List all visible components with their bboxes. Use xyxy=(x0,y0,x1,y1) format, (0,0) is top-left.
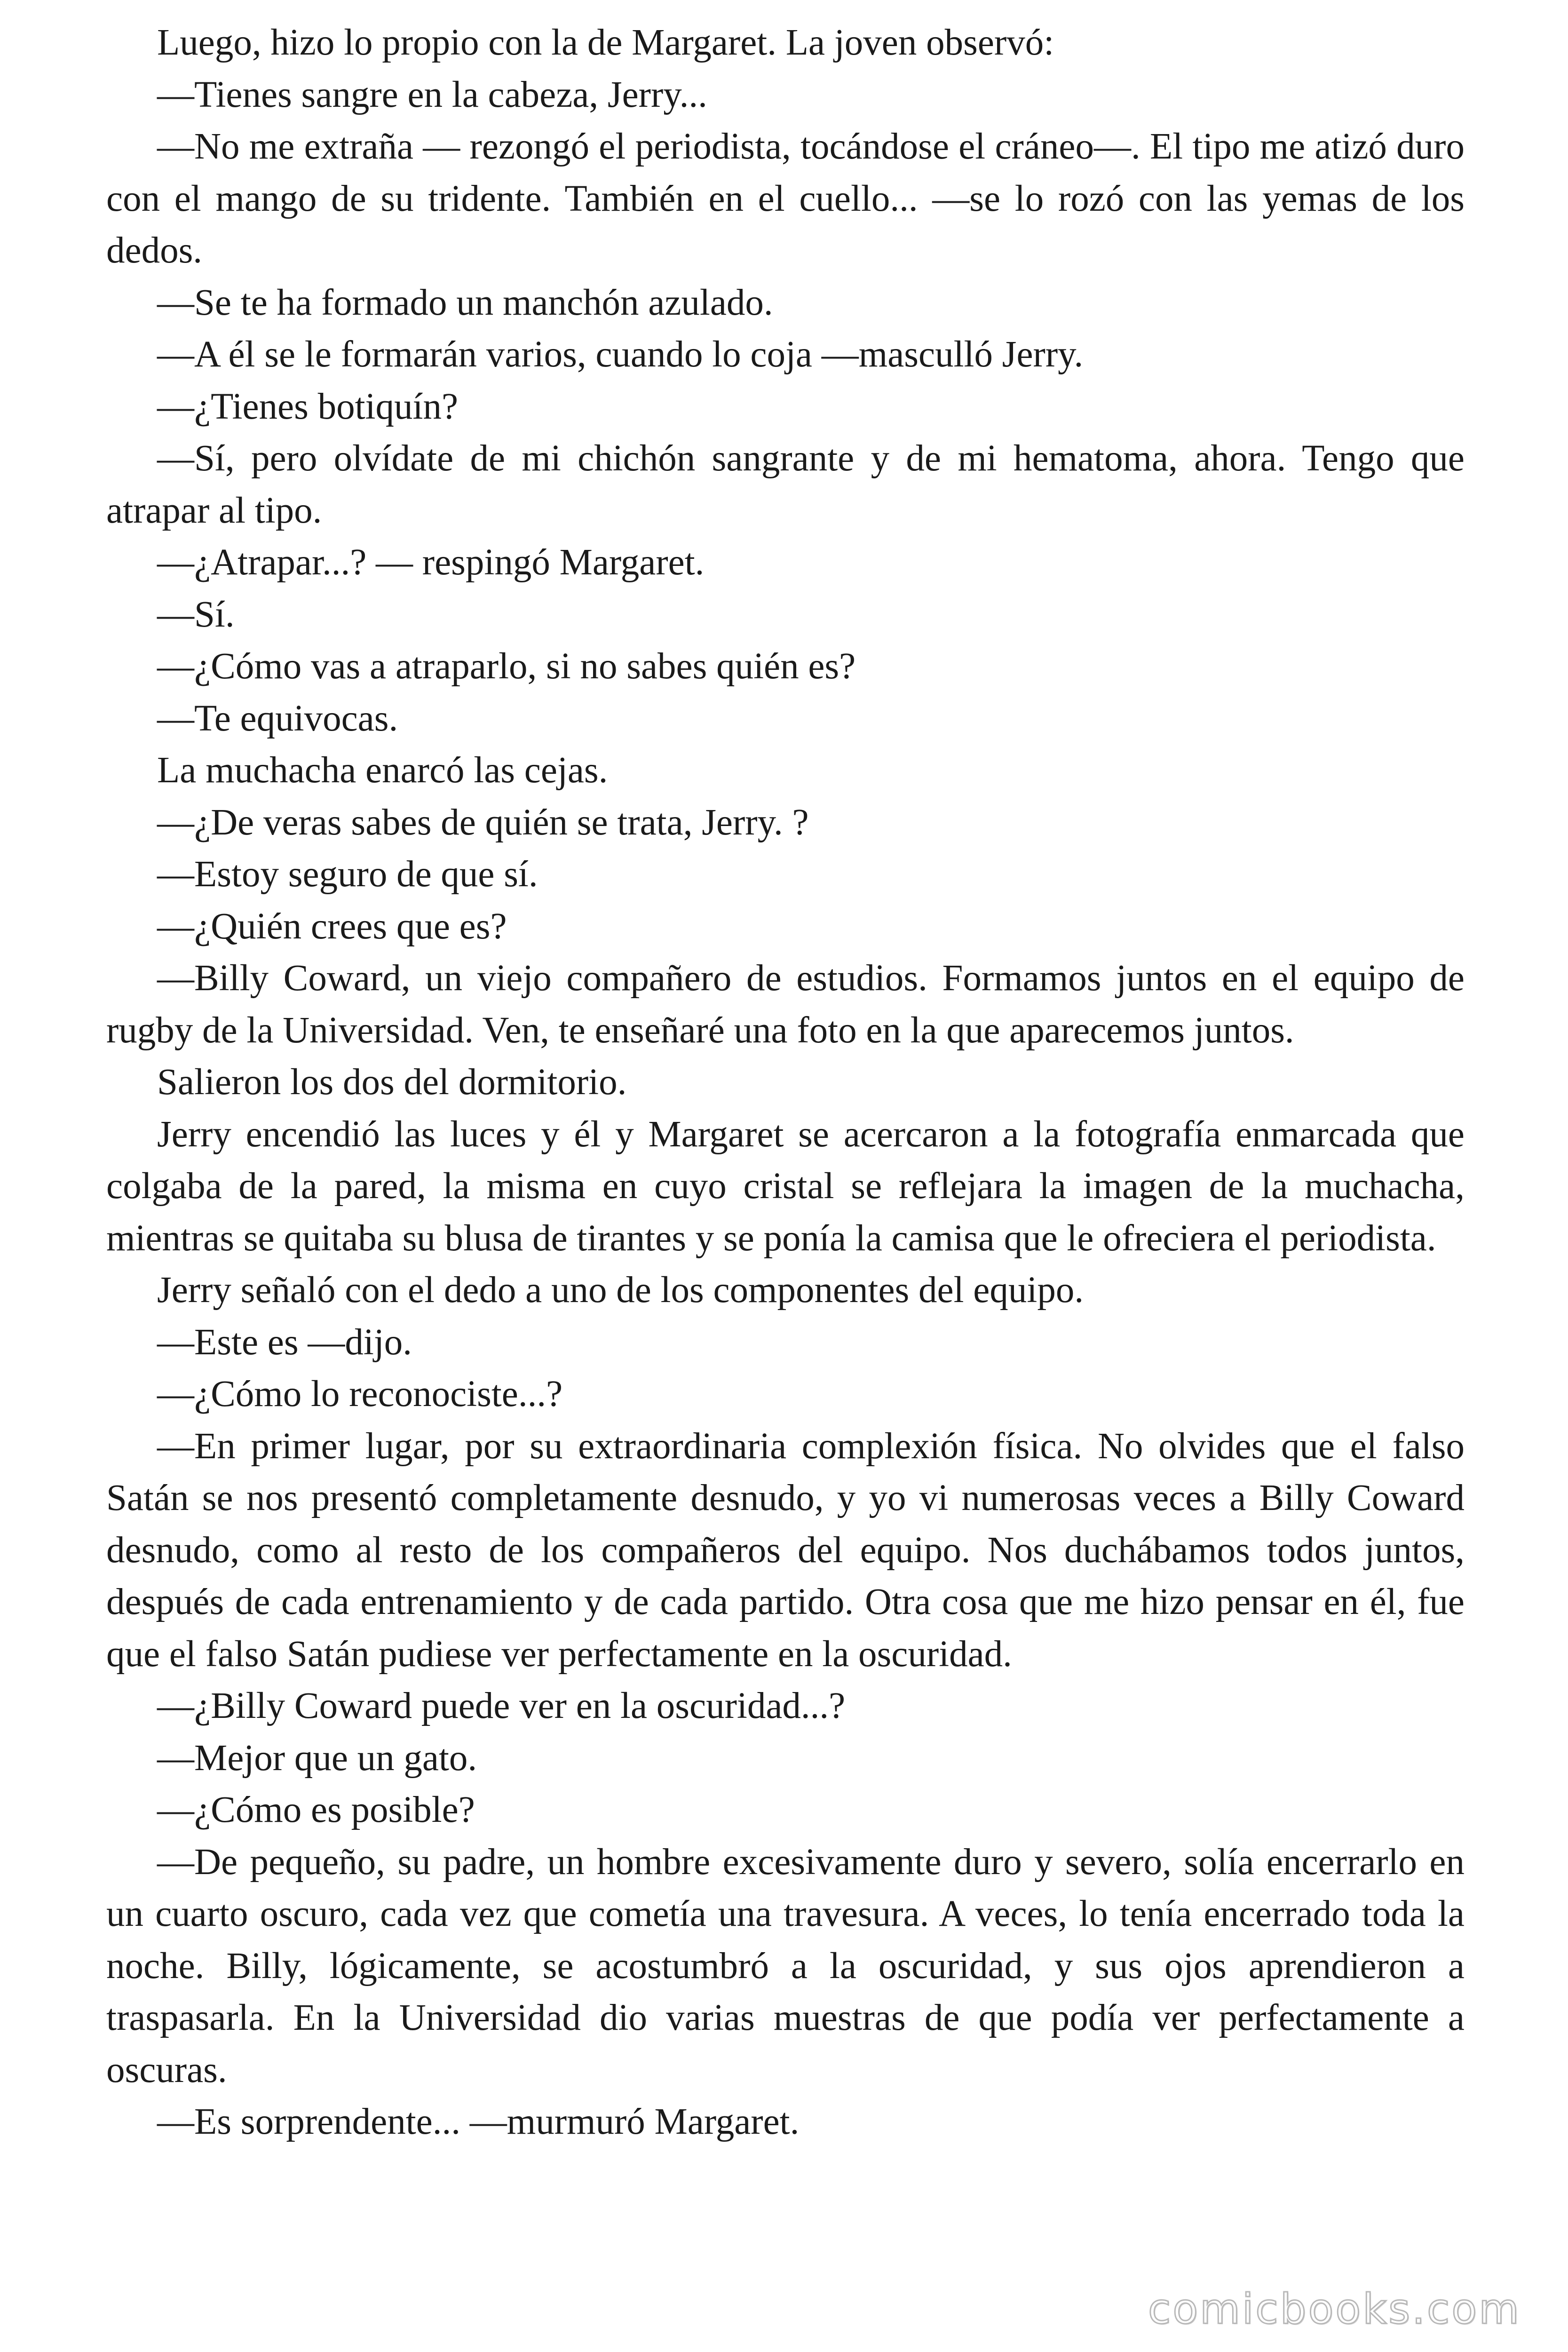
paragraph: —¿Billy Coward puede ver en la oscuridad...? xyxy=(157,1685,846,1726)
paragraph: —Estoy seguro de que sí. xyxy=(157,854,538,895)
paragraph: —¿Atrapar...? — respingó Margaret. xyxy=(157,542,705,583)
paragraph: —Tienes sangre en la cabeza, Jerry... xyxy=(157,74,707,115)
paragraph: —¿Quién crees que es? xyxy=(157,906,507,947)
paragraph: —No me extraña — rezongó el periodista, tocándose el cráneo—. El tipo me atizó duro con el mango de su tridente. También en el cuello... —se lo rozó con las yemas de los dedos. xyxy=(106,126,1465,271)
paragraph: —Es sorprendente... —murmuró Margaret. xyxy=(157,2101,800,2142)
paragraph: Jerry encendió las luces y él y Margaret se acercaron a la fotografía enmarcada que colgaba de la pared, la misma en cuyo cristal se reflejara la imagen de la muchacha, mientras se quitaba su blusa de tirantes y se ponía la camisa que le ofreciera el periodista. xyxy=(106,1113,1465,1259)
book-page-text xyxy=(106,17,1465,2148)
paragraph: —Se te ha formado un manchón azulado. xyxy=(157,282,773,323)
paragraph: Luego, hizo lo propio con la de Margaret. La joven observó: xyxy=(157,22,1054,63)
watermark-text: comicbooks.com xyxy=(1148,2285,1521,2333)
paragraph: —¿Tienes botiquín? xyxy=(157,386,459,427)
paragraph: —¿Cómo vas a atraparlo, si no sabes quién es? xyxy=(157,646,856,687)
paragraph: —Sí. xyxy=(157,594,235,635)
paragraph: —¿Cómo es posible? xyxy=(157,1789,475,1830)
paragraph: —Mejor que un gato. xyxy=(157,1737,477,1779)
paragraph: —Billy Coward, un viejo compañero de estudios. Formamos juntos en el equipo de rugby de la Universidad. Ven, te enseñaré una foto en la que aparecemos juntos. xyxy=(106,958,1465,1051)
paragraph: La muchacha enarcó las cejas. xyxy=(157,750,608,791)
paragraph: —¿Cómo lo reconociste...? xyxy=(157,1374,563,1414)
paragraph: —Sí, pero olvídate de mi chichón sangrante y de mi hematoma, ahora. Tengo que atrapar al tipo. xyxy=(106,438,1465,531)
paragraph: Salieron los dos del dormitorio. xyxy=(157,1062,627,1103)
paragraph: —Te equivocas. xyxy=(157,698,398,739)
paragraph: —De pequeño, su padre, un hombre excesivamente duro y severo, solía encerrarlo en un cuarto oscuro, cada vez que cometía una travesura. A veces, lo tenía encerrado toda la noche. Billy, lógicamente, se acostumbró a la oscuridad, y sus ojos aprendieron a traspasarla. En la Universidad dio varias muestras de que podía ver perfectamente a oscuras. xyxy=(106,1841,1465,2090)
paragraph: —Este es —dijo. xyxy=(157,1321,412,1363)
paragraph: Jerry señaló con el dedo a uno de los componentes del equipo. xyxy=(157,1270,1084,1311)
paragraph: —A él se le formarán varios, cuando lo coja —masculló Jerry. xyxy=(157,334,1084,375)
paragraph: —¿De veras sabes de quién se trata, Jerry. ? xyxy=(157,802,809,843)
paragraph: —En primer lugar, por su extraordinaria complexión física. No olvides que el falso Satán se nos presentó completamente desnudo, y yo vi numerosas veces a Billy Coward desnudo, como al resto de los compañeros del equipo. Nos duchábamos todos juntos, después de cada entrenamiento y de cada partido. Otra cosa que me hizo pensar en él, fue que el falso Satán pudiese ver perfectamente en la oscuridad. xyxy=(106,1425,1465,1675)
